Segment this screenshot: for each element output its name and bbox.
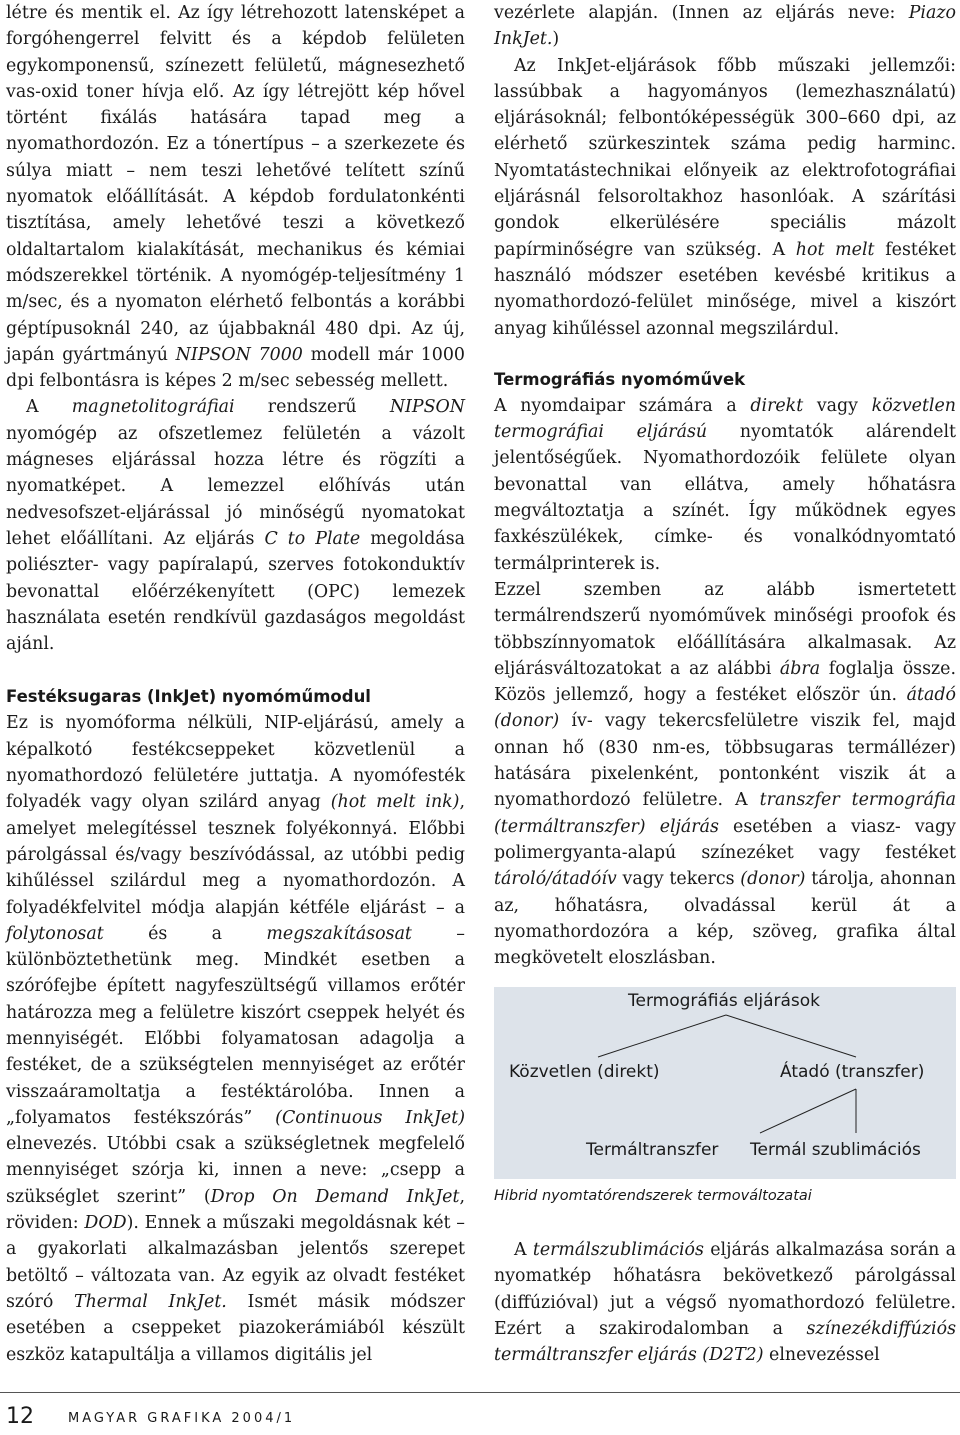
text-run: rendszerű <box>234 397 390 418</box>
text-run: hot melt <box>795 239 875 260</box>
process-diagram <box>494 987 956 1179</box>
text-run: Ismét másik módszer esetében a cseppeket piazokerámiából készült eszköz katapultálja a villamos digitális jel <box>6 1291 465 1365</box>
diagram-direct-label: Közvetlen (direkt) <box>509 1062 660 1082</box>
text-run: A nyomdaipar számára a <box>494 395 751 416</box>
text-run: ). Ennek a műszaki megoldásnak két – a gyakorlati alkalmazásban jelentős szerepet betöltő – változata van. Az egyik az olvadt festéket szóró <box>6 1213 465 1312</box>
text-run: megoldása poliészter- vagy papíralapú, szerves fotokonduktív bevonattal előérzékenyített (OPC) lemezek használata esetén rendkívül gazdaságos megoldást ajánl. <box>6 528 465 655</box>
section-heading: Termográfiás nyomóművek <box>494 369 746 389</box>
text-run: NIPSON <box>389 397 466 418</box>
text-run: , amelyet melegítéssel tesznek folyékonnyá. Előbbi párolgással és/vagy beszívódással, az utóbbi pedig kihűléssel szilárdul meg a nyomathordozón. A folyadékfelvitel módja alapján kétféle eljárást – a <box>6 792 465 918</box>
text-run: ) <box>552 29 560 50</box>
text-run: megszakításosat <box>266 923 412 944</box>
text-run: direkt <box>750 395 804 416</box>
text-run: színezékdiffúziós termáltranszfer eljárás (D2T2) <box>494 1318 956 1366</box>
figure-caption: Hibrid nyomtatórendszerek termováltozatai <box>494 1188 812 1204</box>
connector-line <box>726 1015 856 1057</box>
text-run: vezérlete alapján. (Innen az eljárás neve: <box>494 3 909 23</box>
text-run: (donor) <box>740 869 806 890</box>
paragraph <box>494 577 956 971</box>
diagram-thermal-sublimation-label: Termál szublimációs <box>750 1140 921 1160</box>
text-run: létre és mentik el. Az így létrehozott latensképet a forgóhengerrel felvitt és a képdob felületen egykomponensű, színezett felületű, mágnesezhető vas-oxid toner hívja elő. Az így létrejött kép hővel történt fixálás hatására tapad meg a nyomathordozón. Ez a tónertípus – a szerkezete és súlya miatt – nem teszi lehetővé telített színű nyomatok előállítását. A képdob fordulatonkénti tisztítása, amely lehetővé teszi a következő oldaltartalom kialakítását, mechanikus és kémiai módszerekkel történik. A nyomógép-teljesítmény 1 m/sec, és a nyomaton elérhető felbontás a korábbi géptípusoknál 240, az újabbaknál 480 dpi. Az új, japán gyártmányú <box>6 3 465 365</box>
paragraph <box>494 1237 956 1368</box>
text-run: vagy <box>803 395 872 416</box>
text-run: magnetolitográfiai <box>71 397 235 418</box>
text-run: Thermal InkJet. <box>73 1291 227 1312</box>
connector-line <box>760 1089 856 1133</box>
footer-divider <box>0 1392 960 1393</box>
text-run: Ezzel szemben az alább ismertetett termálrendszerű nyomóművek minőségi proofok és többszínnyomatok előállítására alkalmasak. Az eljárásváltozatokat a az alábbi <box>494 579 956 679</box>
section-heading: Festéksugaras (InkJet) nyomóműmodul <box>6 687 371 707</box>
paragraph <box>6 0 465 394</box>
text-run: A <box>514 1240 533 1260</box>
text-run: átadó (donor) <box>494 685 956 732</box>
text-run: közvetlen termográfiai eljárású <box>494 395 956 443</box>
text-run: modell már 1000 dpi felbontásra is képes 2 m/sec sebesség mellett. <box>6 344 465 392</box>
text-run: és a <box>103 923 267 944</box>
text-run: DOD <box>84 1213 127 1234</box>
text-run: foglalja össze. Közös jellemző, hogy a festéket először ún. <box>494 658 956 706</box>
diagram-root-label: Termográfiás eljárások <box>628 991 821 1011</box>
diagram-thermal-transfer-label: Termáltranszfer <box>586 1140 719 1160</box>
diagram-transfer-label: Átadó (transzfer) <box>780 1062 925 1082</box>
text-run: Drop On Demand InkJet <box>210 1186 460 1207</box>
text-run: Piazo InkJet. <box>494 3 956 50</box>
paragraph <box>494 53 956 342</box>
text-run: elnevezéssel <box>763 1345 880 1366</box>
connector-line <box>598 1015 726 1057</box>
text-run: esetében a viasz- vagy polimergyanta-alapú színezéket vagy festéket <box>494 816 956 863</box>
text-run: vagy tekercs <box>616 869 741 890</box>
text-run: NIPSON <box>175 344 251 365</box>
text-run: ív- vagy tekercsfelületre viszik fel, majd onnan hő (830 nm-es, többsugaras termállézer) hatására pixelenként, pontonként viszik át a nyomathordozó felületre. A <box>494 711 956 811</box>
text-run: Ez is nyomóforma nélküli, NIP-eljárású, amely a képalkotó festékcseppeket közvetlenül a nyomathordozó felületére juttatja. A nyomófesték folyadék vagy olyan szilárd anyag <box>6 713 465 813</box>
text-run: elnevezés. Utóbbi csak a szükségletnek megfelelő mennyiséget szórja ki, innen a neve: „csepp a szükséglet szerint” ( <box>6 1134 465 1207</box>
paragraph <box>494 393 956 577</box>
text-run: , röviden: <box>6 1186 465 1234</box>
text-run: ábra <box>779 658 821 679</box>
text-run: (Continuous InkJet) <box>275 1107 465 1128</box>
page-number: 12 <box>6 1404 34 1429</box>
right-column-bottom <box>494 1237 956 1368</box>
text-run: termálszublimációs <box>532 1240 704 1260</box>
right-column <box>494 0 956 971</box>
text-run: transzfer termográfia (termáltranszfer) eljárás <box>494 790 956 837</box>
text-run: A <box>26 397 72 418</box>
left-column <box>6 0 465 1368</box>
text-run: – különböztethetünk meg. Mindkét esetben a szórófejbe épített nagyfeszültségű villamos erőtér határozza meg a felületre kiszórt cseppek helyét és mennyiségét. Előbbi folyamatosan adagolja a festéket, de a szükségtelen mennyiséget az erőtér visszaáramoltatja a festéktárolóba. Innen a „folyamatos festékszórás” <box>6 923 466 1128</box>
text-run: eljárás alkalmazása során a nyomatkép hőhatásra bekövetkező párolgással (diffúzióval) jut a végső nyomathordozó felületre. Ezért a szakirodalomban a <box>494 1240 957 1339</box>
text-run: tároló/átadóív <box>494 869 617 890</box>
text-run: festéket használó módszer esetében kevésbé kritikus a nyomathordozó-felület minősége, mivel a kiszórt anyag kihűléssel azonnal megszilárdul. <box>494 239 957 339</box>
text-run: C to Plate <box>264 528 361 549</box>
journal-title: MAGYAR GRAFIKA 2004/1 <box>68 1411 296 1426</box>
text-run: nyomtatók alárendelt jelentőségűek. Nyomathordozóik felülete olyan bevonattal van ellátva, amely hőhatásra megváltoztatja a színét. Így működnek egyes faxkészülékek, címke- és vonalkódnyomtató termálprinterek is. <box>494 422 956 574</box>
paragraph <box>6 394 465 657</box>
text-run: tárolja, ahonnan az, hőhatásra, olvadással kerül át a nyomathordozóra a kép, szöveg, grafika által megkövetelt eloszlásban. <box>494 869 956 969</box>
text-run: Az InkJet-eljárások főbb műszaki jellemzői: lassúbbak a hagyományos (lemezhasználatú) eljárásoknál; felbontóképességük 300–660 dpi, az elérhető szürkeszintek száma pedig harminc. Nyomtatástechnikai előnyeik az elektrofotográfiai eljárásnál felsoroltakhoz hasonlóak. A szárítási gondok elkerülésére speciális mázolt papírminőségre van szükség. A <box>494 55 956 260</box>
text-run: folytonosat <box>6 923 104 944</box>
paragraph <box>6 710 465 1367</box>
text-run: 7000 <box>250 344 303 365</box>
text-run: (hot melt ink) <box>330 792 460 813</box>
paragraph <box>494 0 956 53</box>
text-run: nyomógép az ofszetlemez felületén a vázolt mágneses eljárással hozza létre és rögzíti a nyomatképet. A lemezzel előhívás után nedvesofszet-eljárással jó minőségű nyomatokat lehet előállítani. Az eljárás <box>6 423 465 549</box>
